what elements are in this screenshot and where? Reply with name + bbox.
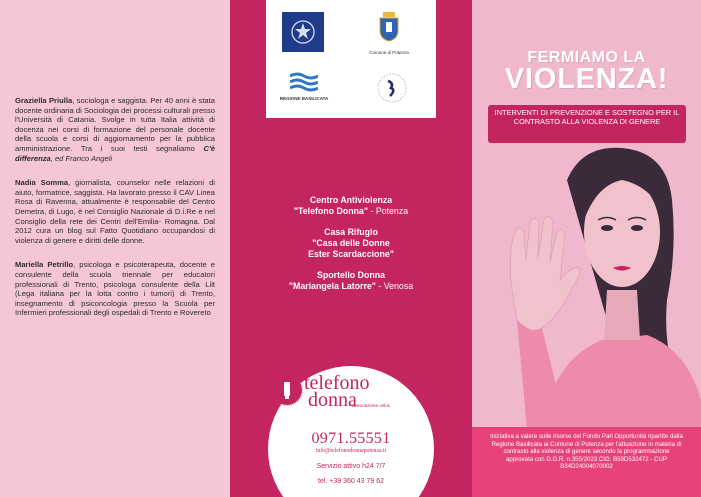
italian-republic-emblem [282, 12, 324, 52]
service-location: - Venosa [375, 281, 414, 291]
middle-panel [230, 0, 472, 497]
service-title: Sportello Donna [317, 270, 385, 280]
bio-text: , psicologa e psicoterapeuta, docente e consulente della scuola triennale per educatori professionali di Trento, psicologa consulente della Lilt (Lega italiana per la lotta contro i tumori) di Trento, insegnamento di psiconcologia presso la Scuola per Infermieri professionali degli ospedali di Trento e Rovereto [15, 260, 215, 318]
service-casa-rifugio [230, 227, 472, 260]
bio-somma [15, 178, 215, 245]
comune-caption: Comune di Potenza [369, 50, 409, 55]
mobile-number[interactable]: tel. +39 360 43 79 62 [318, 478, 384, 485]
right-panel [472, 0, 701, 497]
service-name: "Telefono Donna" [293, 206, 369, 216]
subtitle-box: INTERVENTI DI PREVENZIONE E SOSTEGNO PER IL CONTRASTO ALLA VIOLENZA DI GENERE [488, 105, 686, 143]
bio-name: Mariella Petrillo [15, 260, 74, 270]
regione-caption: REGIONE BASILICATA [279, 96, 329, 101]
pari-opportunita-logo [376, 72, 408, 104]
service-name: "Casa delle Donne [312, 238, 390, 248]
service-title: Casa Rifugio [324, 227, 378, 237]
bio-priulla [15, 96, 215, 163]
bio-name: Graziella Priulla [15, 96, 73, 105]
title-line1: FERMIAMO LA [527, 49, 646, 66]
brand-line1: telefono [304, 372, 370, 394]
email-link[interactable]: info@telefonodonnapotenza.it [315, 448, 387, 454]
service-sportello-donna [230, 270, 472, 292]
funding-note: Iniziativa a valere sulle risorse del Fondo Pari Opportunità ripartite dalla Regione Basilicata ai Comune di Potenza per l'attuazione in materia di contrasto alla violenza di genere secondo la programmazione approvata con D.G.R. n.355/2023 CIG: B59D532472 - CUP B34D24004070002 [472, 427, 701, 497]
left-panel [0, 0, 230, 497]
service-location: - Potenza [368, 206, 409, 216]
service-centro-antiviolenza [230, 195, 472, 217]
service-name: "Mariangela Latorre" [288, 281, 376, 291]
bio-name: Nadia Somma [15, 178, 69, 188]
logos-box [266, 0, 436, 118]
service-name-cont: Ester Scardaccione" [308, 249, 394, 259]
regione-basilicata-logo [290, 72, 318, 92]
services-list [230, 195, 472, 302]
bio-text: , giornalista, counselor nelle relazioni di aiuto, formatrice, saggista. Ha lavorato presso il CAV Linea Rosa di Ravenna, attualmente è responsabile del Centro Demetra, di Lugo, è nel Consiglio Nazionale di D.i.Re e nel Consiglio della rete dei Centri dell'Emilia- Romagna. Dal 2012 cura un blog sul Fatto Quotidiano occupandosi di violenza di genere e diritti delle donne. [15, 178, 215, 245]
service-hours: Servizio attivo h24 7/7 [316, 463, 386, 470]
service-title: Centro Antiviolenza [309, 195, 393, 205]
bio-tail: , ed Franco Angeli [50, 153, 113, 163]
telefono-donna-icon [270, 373, 304, 407]
woman-stop-hand-illustration [472, 140, 701, 430]
bio-text: , sociologa e saggista. Per 40 anni è stata docente ordinaria di Sociologia dei processi culturali presso l'Università di Catania. Svolge in tutta Italia attività di docenza nei corsi di formazione del personale docente della scuola e corsi di aggiornamento per la pubblica amministrazione. Tra i suoi testi segnaliamo [15, 96, 215, 153]
bio-petrillo [15, 260, 215, 318]
brand-line2: donna [308, 389, 357, 411]
comune-potenza-crest [378, 12, 400, 42]
bio-book: C'è differenza [15, 143, 215, 163]
phone-number[interactable]: 0971.55551 [311, 430, 391, 447]
title-line2: VIOLENZA! [504, 63, 669, 95]
brand-sub: associazione onlus [352, 403, 391, 408]
